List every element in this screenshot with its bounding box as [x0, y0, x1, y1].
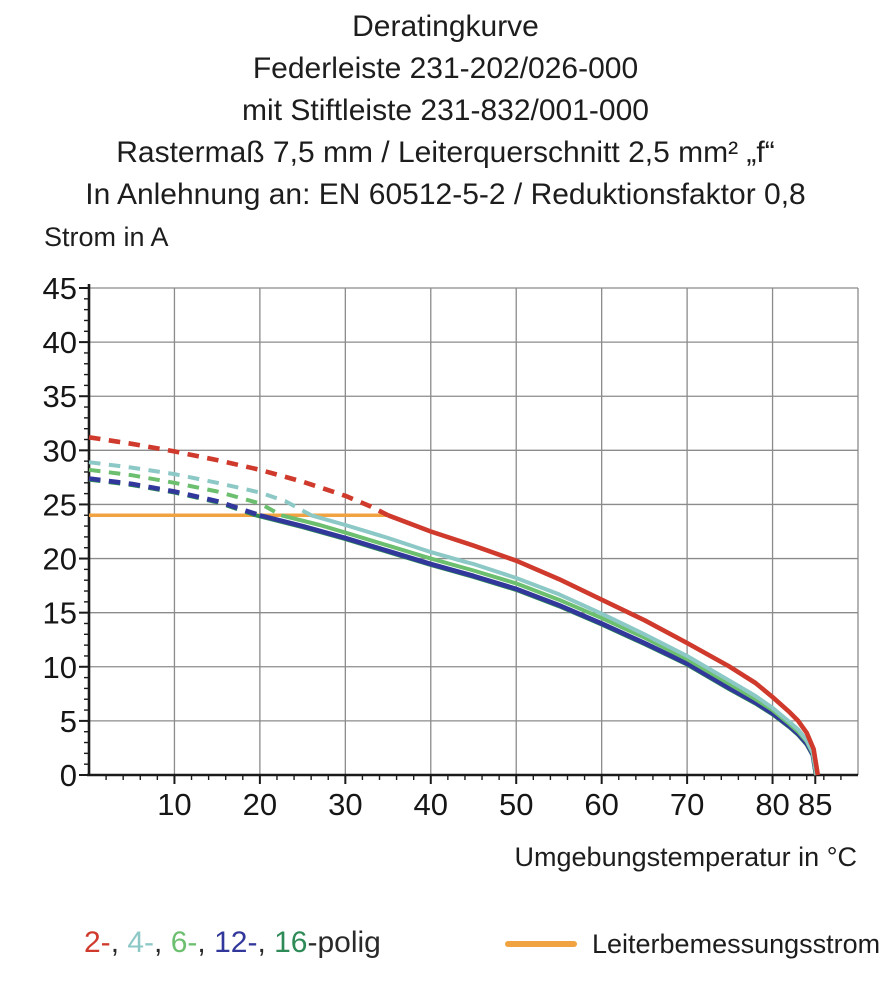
legend-separator: , — [154, 926, 171, 959]
series-dashed-4-polig — [89, 462, 311, 515]
title-line-2: Federleiste 231-202/026-000 — [252, 52, 639, 85]
x-tick-label: 10 — [157, 787, 192, 822]
series-solid-16-polig — [256, 515, 816, 775]
y-axis-title: Strom in A — [44, 222, 169, 252]
series-solid-6-polig — [281, 515, 816, 775]
legend-separator: , — [110, 926, 128, 959]
legend-item-12polig: 12- — [214, 926, 258, 959]
legend-item-4polig: 4- — [127, 926, 155, 959]
poles-legend — [84, 926, 381, 960]
legend-item-16polig: 16 — [274, 926, 308, 959]
y-tick-label: 10 — [42, 649, 77, 685]
rated-current-legend — [505, 924, 880, 964]
y-tick-label: 20 — [42, 541, 77, 577]
x-tick-label: 60 — [584, 787, 619, 822]
series-solid-12-polig — [260, 515, 816, 775]
y-tick-label: 5 — [59, 703, 77, 739]
y-tick-label: 30 — [42, 433, 77, 469]
title-line-3: mit Stiftleiste 231-832/001-000 — [242, 94, 649, 127]
x-tick-label: 40 — [413, 787, 449, 822]
legend-suffix: -polig — [307, 926, 381, 959]
series-solid-2-polig — [388, 515, 818, 775]
y-tick-label: 0 — [59, 758, 77, 793]
y-tick-label: 45 — [42, 271, 77, 306]
x-tick-label: 85 — [798, 787, 833, 822]
title-line-5: In Anlehnung an: EN 60512-5-2 / Reduktionsfaktor 0,8 — [85, 178, 806, 211]
y-tick-label: 15 — [42, 595, 77, 631]
rated-current-line-swatch — [505, 941, 577, 947]
x-tick-label: 30 — [328, 787, 363, 822]
legend-separator: , — [197, 926, 215, 959]
x-tick-label: 50 — [498, 787, 534, 822]
series-solid-4-polig — [311, 515, 816, 775]
x-tick-label: 20 — [242, 787, 278, 822]
y-tick-label: 35 — [42, 379, 77, 415]
y-tick-label: 40 — [42, 325, 77, 361]
legend-separator: , — [257, 926, 275, 959]
title-line-4: Rastermaß 7,5 mm / Leiterquerschnitt 2,5 mm² „f“ — [116, 136, 775, 169]
y-tick-label: 25 — [42, 487, 77, 523]
legend-item-2polig: 2- — [84, 926, 111, 959]
x-tick-label: 70 — [669, 787, 705, 822]
x-tick-label: 80 — [755, 787, 790, 822]
x-axis-title: Umgebungstemperatur in °C — [514, 842, 857, 872]
title-line-1: Deratingkurve — [352, 10, 539, 43]
rated-current-label: Leiterbemessungsstrom — [592, 928, 881, 959]
legend-item-6polig: 6- — [170, 926, 198, 959]
